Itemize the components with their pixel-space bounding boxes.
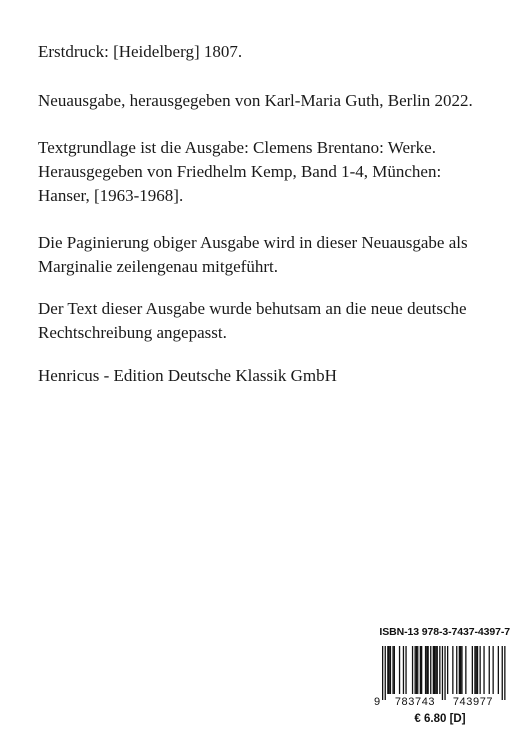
price-label: € 6.80 [D] <box>414 713 466 725</box>
barcode-bar <box>382 646 383 700</box>
barcode-bar <box>444 646 445 700</box>
barcode-bar <box>480 646 481 694</box>
barcode-bar <box>399 646 400 694</box>
source-text-line-2: Herausgegeben von Friedhelm Kemp, Band 1-4, München: <box>38 162 442 181</box>
barcode-bar <box>394 646 395 694</box>
barcode-bar <box>416 646 417 694</box>
barcode-bar <box>460 646 461 694</box>
barcode-bar <box>428 646 429 694</box>
barcode-bar <box>387 646 388 694</box>
barcode-bar <box>498 646 499 694</box>
barcode-bar <box>412 646 413 694</box>
spelling-line-1: Der Text dieser Ausgabe wurde behutsam an die neue deutsche <box>38 299 467 318</box>
barcode-bar <box>415 646 416 694</box>
new-edition-note <box>38 89 498 113</box>
first-edition-note <box>38 40 498 64</box>
barcode-bar <box>417 646 418 694</box>
barcode-bar <box>477 646 478 694</box>
barcode-bar <box>426 646 427 694</box>
first-edition-line: Erstdruck: [Heidelberg] 1807. <box>38 42 243 61</box>
barcode-bar <box>502 646 503 700</box>
barcode-bar <box>421 646 422 694</box>
barcode-bar <box>476 646 477 694</box>
barcode-bar <box>435 646 436 694</box>
barcode-bar <box>389 646 390 694</box>
isbn-barcode <box>370 644 514 708</box>
barcode-bar <box>425 646 426 694</box>
publisher-note <box>38 364 498 388</box>
barcode-bar <box>390 646 391 694</box>
barcode-bar <box>459 646 460 694</box>
barcode-bar <box>504 646 505 700</box>
barcode-bar <box>474 646 475 694</box>
barcode-bar <box>420 646 421 694</box>
barcode-first-digit: 9 <box>374 696 381 708</box>
barcode-bar <box>489 646 490 694</box>
barcode-bar <box>392 646 393 694</box>
barcode-bar <box>442 646 443 700</box>
barcode-bar <box>461 646 462 694</box>
barcode-bar <box>447 646 448 694</box>
isbn-label: ISBN-13 978-3-7437-4397-7 <box>379 626 510 638</box>
barcode-bar <box>456 646 457 694</box>
barcode-bar <box>483 646 484 694</box>
barcode-bar <box>405 646 406 694</box>
spelling-note <box>38 297 498 345</box>
barcode-graphic <box>370 644 514 708</box>
pagination-line-2: Marginalie zeilengenau mitgeführt. <box>38 257 278 276</box>
barcode-bar <box>385 646 386 700</box>
barcode-bar <box>493 646 494 694</box>
pagination-note <box>38 231 498 279</box>
barcode-bar <box>439 646 440 694</box>
barcode-bar <box>434 646 435 694</box>
barcode-bar <box>452 646 453 694</box>
barcode-right-digits: 743977 <box>452 696 494 708</box>
barcode-bar <box>472 646 473 694</box>
barcode-bar <box>430 646 431 694</box>
pagination-line-1: Die Paginierung obiger Ausgabe wird in dieser Neuausgabe als <box>38 233 468 252</box>
barcode-bar <box>403 646 404 694</box>
source-text-line-3: Hanser, [1963-1968]. <box>38 186 184 205</box>
barcode-bar <box>433 646 434 694</box>
source-text-note <box>38 136 498 208</box>
barcode-bar <box>465 646 466 694</box>
barcode-bar <box>437 646 438 694</box>
barcode-left-digits: 783743 <box>394 696 436 708</box>
spelling-line-2: Rechtschreibung angepasst. <box>38 323 227 342</box>
publisher-line: Henricus - Edition Deutsche Klassik GmbH <box>38 366 337 385</box>
new-edition-line: Neuausgabe, herausgegeben von Karl-Maria Guth, Berlin 2022. <box>38 91 473 110</box>
source-text-line-1: Textgrundlage ist die Ausgabe: Clemens Brentano: Werke. <box>38 138 436 157</box>
